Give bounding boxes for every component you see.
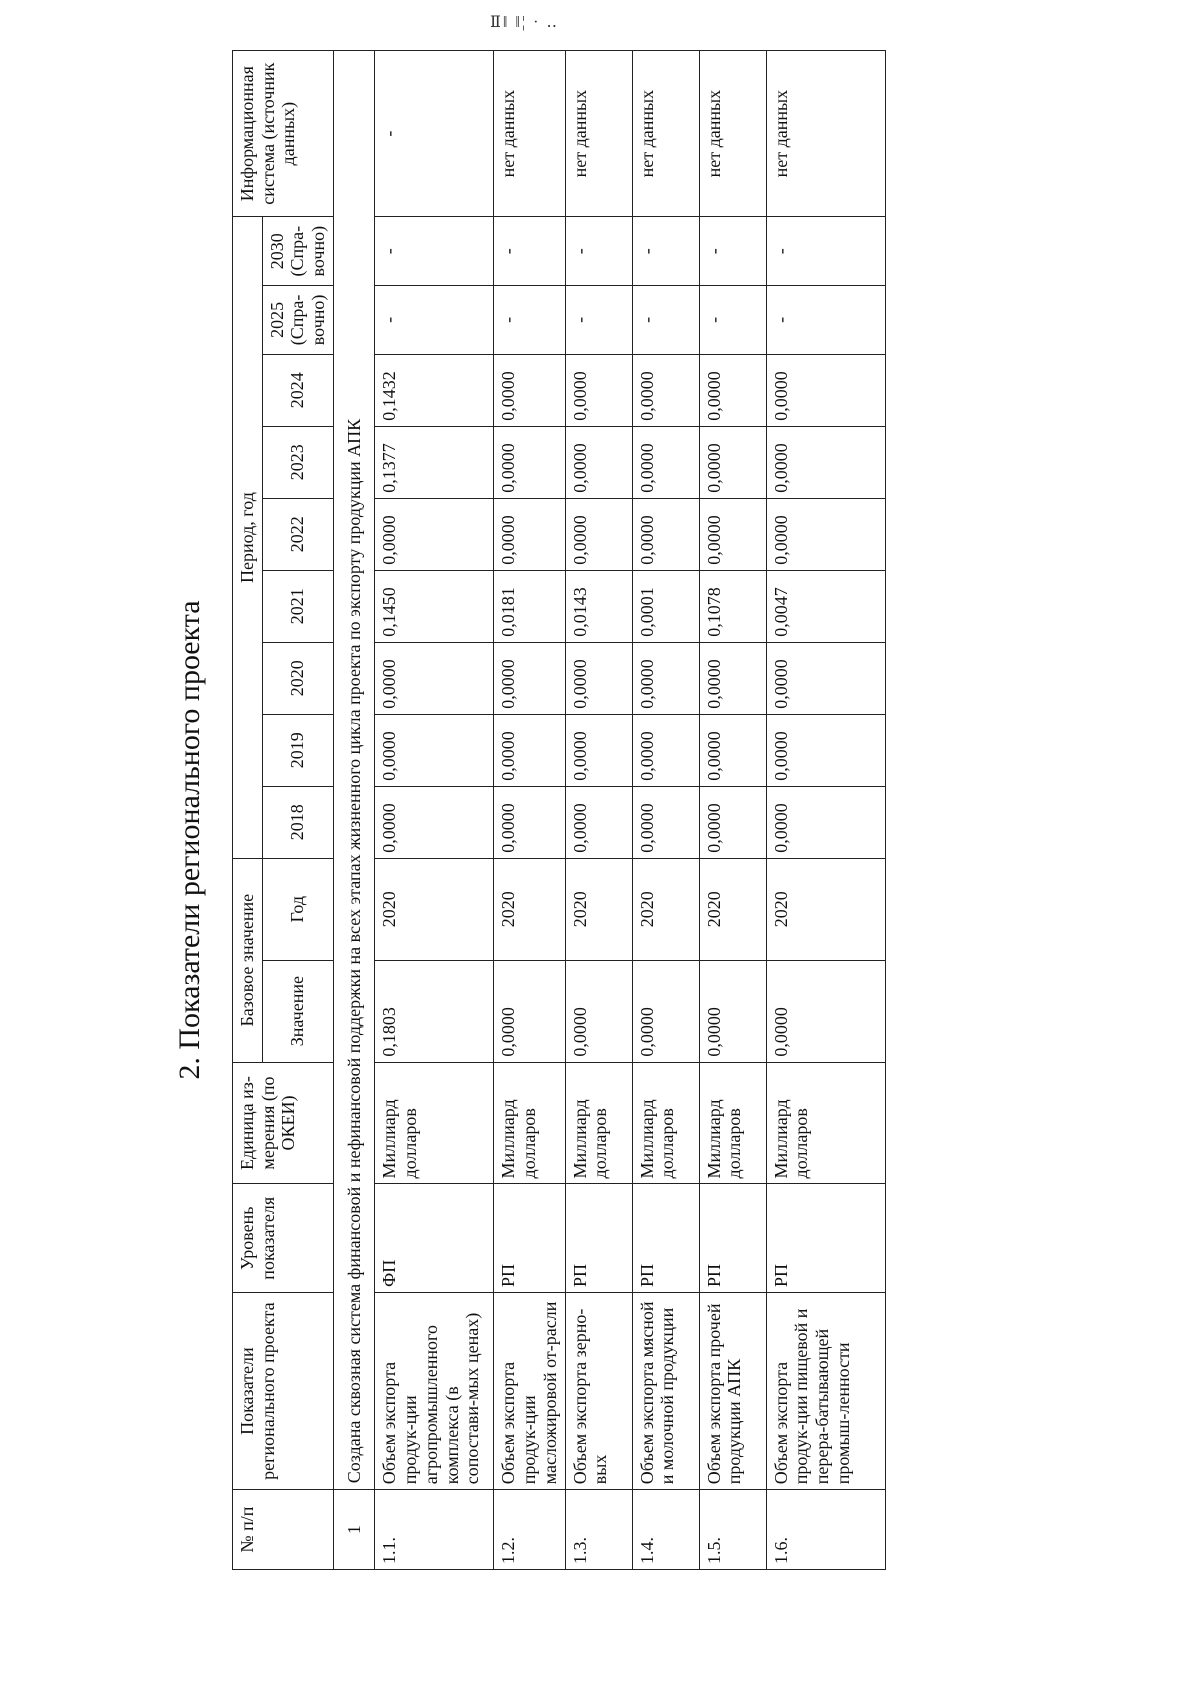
row-value: 0,0000 [565, 714, 632, 786]
row-unit: Миллиард долларов [375, 1062, 494, 1184]
row-base-year: 2020 [766, 858, 885, 960]
row-value: - [766, 286, 885, 355]
row-unit: Миллиард долларов [565, 1062, 632, 1184]
row-value: 0,0000 [565, 498, 632, 570]
row-value: - [565, 217, 632, 286]
row-value: 0,0000 [699, 498, 766, 570]
row-value: 0,0000 [632, 354, 699, 426]
row-num: 1.6. [766, 1490, 885, 1570]
row-value: 0,0000 [375, 786, 494, 858]
header-unit: Единица из-мерения (по ОКЕИ) [233, 1062, 334, 1184]
row-value: 0,0000 [766, 426, 885, 498]
row-value: - [375, 217, 494, 286]
row-level: РП [699, 1184, 766, 1293]
row-base-year: 2020 [375, 858, 494, 960]
row-num: 1.5. [699, 1490, 766, 1570]
row-value: 0,0000 [766, 498, 885, 570]
table-row [699, 51, 766, 1570]
header-year: 2021 [262, 570, 333, 642]
header-info: Информационная система (источник данных) [233, 51, 334, 217]
header-year: 2018 [262, 786, 333, 858]
table-row [632, 51, 699, 1570]
row-value: 0,0000 [565, 354, 632, 426]
row-num: 1.1. [375, 1490, 494, 1570]
row-value: 0,0000 [632, 642, 699, 714]
row-value: 0,0000 [375, 642, 494, 714]
header-indicator: Показатели регионального проекта [233, 1293, 334, 1490]
row-value: 0,0000 [766, 354, 885, 426]
row-value: - [494, 286, 565, 355]
header-year: 2023 [262, 426, 333, 498]
row-value: - [766, 217, 885, 286]
row-base-year: 2020 [494, 858, 565, 960]
row-num: 1.4. [632, 1490, 699, 1570]
row-base-value: 0,0000 [699, 960, 766, 1062]
row-info: нет данных [699, 51, 766, 217]
row-value: - [699, 217, 766, 286]
scan-artifact: Ⅱ‖ ‖¦ · ‥ [490, 14, 560, 31]
row-value: - [375, 286, 494, 355]
header-base-value: Значение [262, 960, 333, 1062]
row-indicator: Объем экспорта прочей продукции АПК [699, 1293, 766, 1490]
header-year: 2024 [262, 354, 333, 426]
header-year: 2022 [262, 498, 333, 570]
table-row [766, 51, 885, 1570]
row-value: 0,0000 [766, 642, 885, 714]
header-level: Уровень показателя [233, 1184, 334, 1293]
table-row [565, 51, 632, 1570]
row-info: нет данных [565, 51, 632, 217]
row-value: 0,0000 [494, 354, 565, 426]
row-indicator: Объем экспорта продук-ции агропромышленного комплекса (в сопостави-мых ценах) [375, 1293, 494, 1490]
row-base-year: 2020 [565, 858, 632, 960]
header-base-year: Год [262, 858, 333, 960]
row-value: 0,0000 [375, 498, 494, 570]
row-base-value: 0,0000 [494, 960, 565, 1062]
row-value: 0,0000 [766, 714, 885, 786]
row-value: 0,1377 [375, 426, 494, 498]
row-unit: Миллиард долларов [766, 1062, 885, 1184]
table-row [375, 51, 494, 1570]
row-value: 0,0000 [494, 642, 565, 714]
row-base-value: 0,0000 [565, 960, 632, 1062]
row-info: нет данных [494, 51, 565, 217]
row-info: - [375, 51, 494, 217]
header-year: 2019 [262, 714, 333, 786]
table-row [494, 51, 565, 1570]
page-title: 2. Показатели регионального проекта [173, 600, 206, 1080]
row-value: 0,1450 [375, 570, 494, 642]
row-base-value: 0,0000 [766, 960, 885, 1062]
row-value: - [565, 286, 632, 355]
row-level: РП [632, 1184, 699, 1293]
row-value: 0,0000 [699, 426, 766, 498]
section-text: Создана сквозная система финансовой и нефинансовой поддержки на всех этапах жизненного цикла проекта по экспорту продукции АПК [333, 51, 375, 1490]
row-value: - [632, 286, 699, 355]
row-level: РП [565, 1184, 632, 1293]
row-value: - [494, 217, 565, 286]
row-indicator: Объем экспорта зерно-вых [565, 1293, 632, 1490]
row-value: - [699, 286, 766, 355]
row-value: 0,1432 [375, 354, 494, 426]
row-value: 0,0000 [632, 786, 699, 858]
rotated-page [160, 60, 1020, 1620]
row-base-value: 0,0000 [632, 960, 699, 1062]
row-value: 0,0000 [699, 714, 766, 786]
header-period: Период, год [233, 217, 263, 858]
row-value: - [632, 217, 699, 286]
header-year: 2020 [262, 642, 333, 714]
row-value: 0,0001 [632, 570, 699, 642]
row-value: 0,0000 [565, 642, 632, 714]
header-year: 2030 (Спра-вочно) [262, 217, 333, 286]
row-num: 1.2. [494, 1490, 565, 1570]
row-info: нет данных [766, 51, 885, 217]
row-value: 0,0000 [699, 354, 766, 426]
row-value: 0,0000 [632, 714, 699, 786]
row-value: 0,0000 [699, 642, 766, 714]
row-indicator: Объем экспорта продук-ции пищевой и перера-батывающей промыш-ленности [766, 1293, 885, 1490]
header-row-1 [233, 51, 263, 1570]
row-num: 1.3. [565, 1490, 632, 1570]
row-value: 0,0000 [494, 714, 565, 786]
row-value: 0,0000 [494, 426, 565, 498]
header-num: № п/п [233, 1490, 334, 1570]
row-info: нет данных [632, 51, 699, 217]
section-num: 1 [333, 1490, 375, 1570]
row-base-year: 2020 [632, 858, 699, 960]
row-base-value: 0,1803 [375, 960, 494, 1062]
row-unit: Миллиард долларов [494, 1062, 565, 1184]
row-level: ФП [375, 1184, 494, 1293]
row-value: 0,0000 [565, 426, 632, 498]
row-value: 0,0000 [699, 786, 766, 858]
row-value: 0,0047 [766, 570, 885, 642]
row-value: 0,0000 [766, 786, 885, 858]
row-value: 0,0181 [494, 570, 565, 642]
row-unit: Миллиард долларов [699, 1062, 766, 1184]
row-indicator: Объем экспорта мясной и молочной продукции [632, 1293, 699, 1490]
row-value: 0,0000 [494, 786, 565, 858]
row-value: 0,1078 [699, 570, 766, 642]
row-value: 0,0143 [565, 570, 632, 642]
row-level: РП [494, 1184, 565, 1293]
row-value: 0,0000 [632, 426, 699, 498]
row-value: 0,0000 [632, 498, 699, 570]
row-indicator: Объем экспорта продук-ции масложировой от-расли [494, 1293, 565, 1490]
indicators-table [232, 50, 886, 1570]
row-value: 0,0000 [375, 714, 494, 786]
row-level: РП [766, 1184, 885, 1293]
row-unit: Миллиард долларов [632, 1062, 699, 1184]
row-value: 0,0000 [494, 498, 565, 570]
header-year: 2025 (Спра-вочно) [262, 286, 333, 355]
section-row [333, 51, 375, 1570]
header-base: Базовое значение [233, 858, 263, 1062]
row-base-year: 2020 [699, 858, 766, 960]
row-value: 0,0000 [565, 786, 632, 858]
